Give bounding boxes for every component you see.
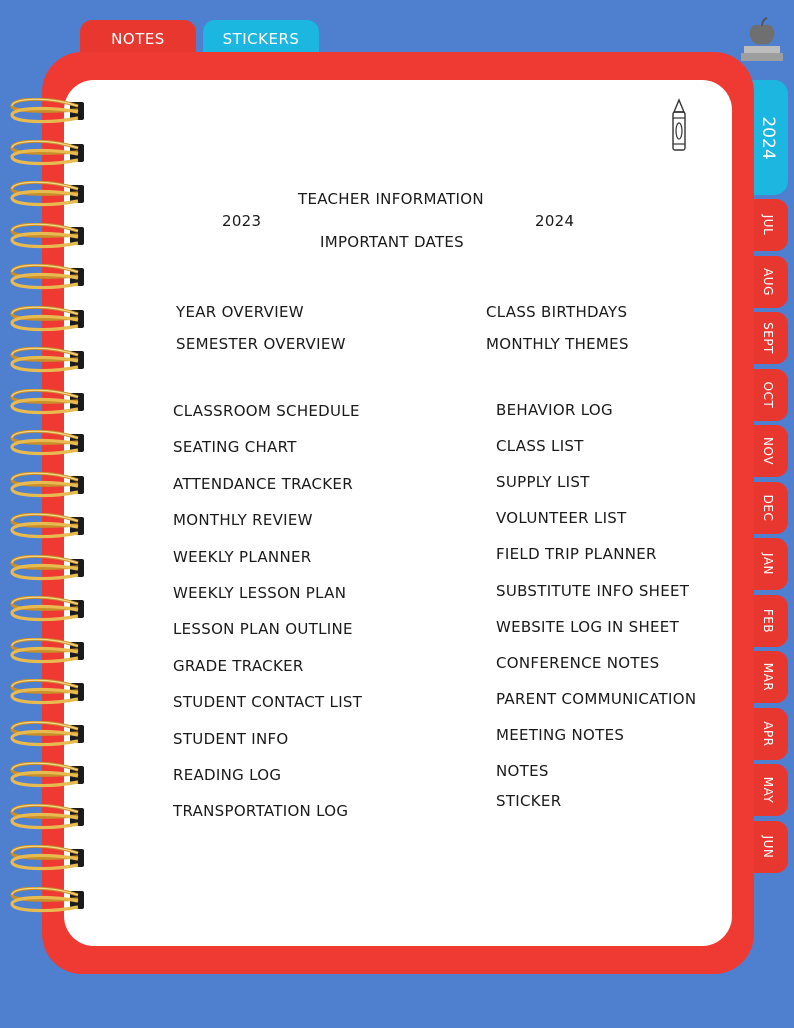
section-link-right[interactable]: MEETING NOTES bbox=[496, 725, 625, 744]
month-tab-label: FEB bbox=[761, 608, 775, 633]
section-link-left[interactable]: MONTHLY REVIEW bbox=[173, 511, 313, 530]
tab-month[interactable] bbox=[748, 708, 788, 760]
teacher-information-link[interactable]: TEACHER INFORMATION bbox=[298, 190, 484, 208]
spiral-ring bbox=[8, 638, 86, 664]
tab-month[interactable] bbox=[748, 256, 788, 308]
class-birthdays-link[interactable]: CLASS BIRTHDAYS bbox=[486, 303, 628, 321]
monthly-themes-link[interactable]: MONTHLY THEMES bbox=[486, 335, 629, 353]
tab-month[interactable] bbox=[748, 764, 788, 816]
tab-month[interactable] bbox=[748, 821, 788, 873]
section-link-right[interactable]: FIELD TRIP PLANNER bbox=[496, 545, 657, 564]
spiral-ring bbox=[8, 181, 86, 207]
spiral-ring bbox=[8, 721, 86, 747]
section-link-left[interactable]: READING LOG bbox=[173, 766, 282, 784]
year-2023-link[interactable]: 2023 bbox=[222, 212, 262, 230]
spiral-ring bbox=[8, 555, 86, 581]
tab-month[interactable] bbox=[748, 595, 788, 647]
month-tab-label: JUN bbox=[761, 835, 775, 858]
section-link-right[interactable]: PARENT COMMUNICATION bbox=[496, 689, 697, 708]
section-link-right[interactable]: SUBSTITUTE INFO SHEET bbox=[496, 581, 690, 600]
tab-month[interactable] bbox=[748, 538, 788, 590]
spiral-ring bbox=[8, 596, 86, 622]
tab-month[interactable] bbox=[748, 425, 788, 477]
tab-year-2024[interactable] bbox=[748, 80, 788, 195]
month-tab-label: SEPT bbox=[761, 322, 775, 354]
section-link-left[interactable]: STUDENT CONTACT LIST bbox=[173, 693, 363, 712]
spiral-ring bbox=[8, 389, 86, 415]
month-tab-label: MAR bbox=[761, 662, 775, 692]
section-link-left[interactable]: SEATING CHART bbox=[173, 438, 297, 457]
section-link-right[interactable]: VOLUNTEER LIST bbox=[496, 509, 627, 528]
spiral-ring bbox=[8, 804, 86, 830]
section-link-right[interactable]: CONFERENCE NOTES bbox=[496, 653, 660, 672]
month-tab-label: DEC bbox=[761, 494, 775, 521]
spiral-ring bbox=[8, 845, 86, 871]
spiral-ring bbox=[8, 513, 86, 539]
tab-month[interactable] bbox=[748, 312, 788, 364]
apple-books-icon[interactable] bbox=[740, 16, 784, 62]
tab-stickers[interactable]: STICKERS bbox=[203, 20, 319, 66]
section-link-right[interactable]: WEBSITE LOG IN SHEET bbox=[496, 617, 680, 636]
section-link-left[interactable]: GRADE TRACKER bbox=[173, 656, 304, 675]
spiral-ring bbox=[8, 306, 86, 332]
section-link-left[interactable]: ATTENDANCE TRACKER bbox=[173, 474, 353, 493]
important-dates-link[interactable]: IMPORTANT DATES bbox=[320, 233, 465, 251]
section-link-left[interactable]: STUDENT INFO bbox=[173, 729, 289, 748]
section-link-left[interactable]: WEEKLY PLANNER bbox=[173, 547, 312, 566]
tab-notes[interactable]: NOTES bbox=[80, 20, 196, 66]
month-tab-label: MAY bbox=[761, 776, 775, 804]
year-overview-link[interactable]: YEAR OVERVIEW bbox=[176, 303, 304, 321]
spiral-ring bbox=[8, 98, 86, 124]
section-link-left[interactable]: LESSON PLAN OUTLINE bbox=[173, 620, 353, 639]
month-tab-label: APR bbox=[761, 720, 775, 747]
section-link-right[interactable]: SUPPLY LIST bbox=[496, 473, 590, 492]
tab-month[interactable] bbox=[748, 369, 788, 421]
section-link-right[interactable]: BEHAVIOR LOG bbox=[496, 401, 613, 419]
spiral-ring bbox=[8, 140, 86, 166]
section-link-left[interactable]: WEEKLY LESSON PLAN bbox=[173, 584, 347, 602]
month-tab-label: OCT bbox=[761, 381, 775, 408]
spiral-ring bbox=[8, 264, 86, 290]
planner-page bbox=[64, 80, 732, 946]
spiral-ring bbox=[8, 887, 86, 913]
section-link-right[interactable]: CLASS LIST bbox=[496, 437, 584, 456]
month-tab-label: NOV bbox=[761, 437, 775, 465]
tab-month[interactable] bbox=[748, 482, 788, 534]
section-link-right[interactable]: STICKER bbox=[496, 792, 562, 810]
crayon-icon bbox=[668, 98, 690, 154]
semester-overview-link[interactable]: SEMESTER OVERVIEW bbox=[176, 335, 346, 353]
spiral-ring bbox=[8, 430, 86, 456]
tab-month[interactable] bbox=[748, 199, 788, 251]
section-link-left[interactable]: TRANSPORTATION LOG bbox=[173, 802, 349, 821]
spiral-ring bbox=[8, 347, 86, 373]
spiral-ring bbox=[8, 679, 86, 705]
section-link-right[interactable]: NOTES bbox=[496, 762, 549, 780]
spiral-ring bbox=[8, 762, 86, 788]
year-tab-label: 2024 bbox=[758, 115, 778, 160]
tab-month[interactable] bbox=[748, 651, 788, 703]
spiral-ring bbox=[8, 223, 86, 249]
year-2024-link[interactable]: 2024 bbox=[535, 212, 575, 230]
month-tab-label: JAN bbox=[761, 552, 775, 576]
month-tab-label: AUG bbox=[761, 267, 775, 296]
section-link-left[interactable]: CLASSROOM SCHEDULE bbox=[173, 402, 360, 420]
month-tab-label: JUL bbox=[761, 214, 775, 236]
spiral-ring bbox=[8, 472, 86, 498]
